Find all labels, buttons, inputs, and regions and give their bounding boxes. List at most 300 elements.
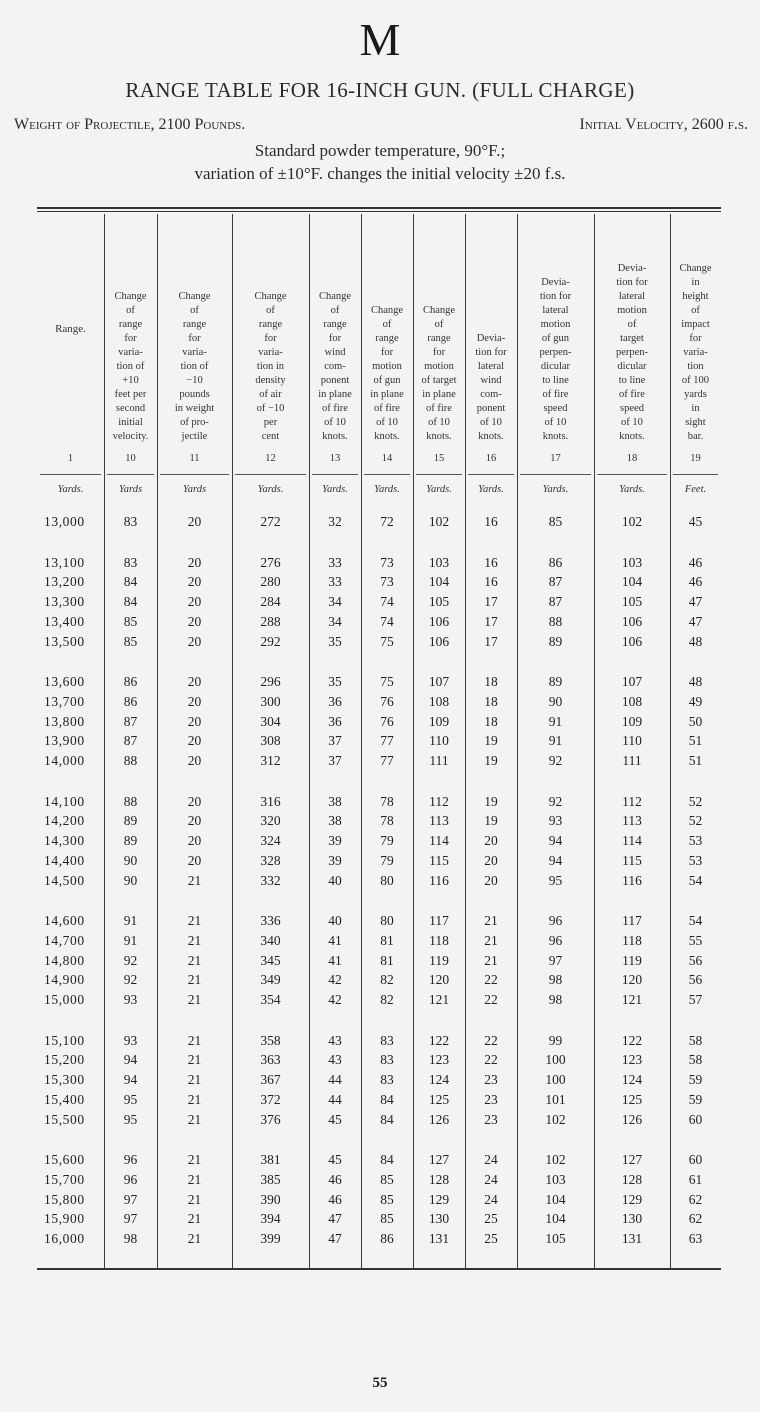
table-cell: 86 (548, 554, 563, 570)
table-cell: 19 (484, 733, 498, 749)
table-cell: 123 (621, 1052, 643, 1068)
table-cell: 113 (429, 813, 449, 829)
table-cell: 94 (123, 1052, 138, 1068)
table-cell: 37 (328, 733, 342, 749)
table-cell: 123 (428, 1052, 450, 1068)
table-cell: 110 (429, 733, 449, 749)
table-cell: 296 (260, 674, 281, 690)
table-cell: 72 (380, 514, 394, 529)
column-header-text: Change of range for varia- tion in density of air of −10 per cent (254, 291, 287, 442)
table-cell: 90 (123, 852, 138, 868)
column-number-rule (235, 474, 306, 475)
table-cell: 73 (380, 574, 394, 590)
table-cell: 23 (484, 1111, 498, 1127)
column-header (594, 214, 670, 444)
range-value: 13,200 (44, 574, 85, 590)
page-number: 55 (372, 1375, 388, 1391)
table-cell: 42 (328, 972, 342, 988)
table-cell: 20 (187, 793, 202, 809)
projectile-weight: Weight of Projectile, 2100 Pounds. (14, 116, 246, 133)
table-top-rule (37, 207, 721, 209)
table-cell: 60 (688, 1111, 703, 1127)
table-cell: 103 (428, 554, 450, 570)
table-cell: 107 (621, 674, 643, 690)
table-cell: 21 (484, 952, 498, 968)
table-cell: 85 (380, 1171, 394, 1187)
table-cell: 80 (380, 872, 394, 888)
table-cell: 284 (260, 594, 281, 610)
table-cell: 20 (484, 833, 498, 849)
table-cell: 354 (260, 992, 281, 1007)
column-header (104, 214, 157, 444)
range-value: 13,700 (44, 693, 85, 709)
table-cell: 288 (260, 613, 281, 629)
table-cell: 35 (328, 674, 342, 690)
variation-note: variation of ±10°F. changes the initial velocity ±20 f.s. (194, 164, 566, 183)
column-number-rule (107, 474, 154, 475)
table-top-rule-inner (37, 211, 721, 212)
table-cell: 345 (260, 952, 281, 968)
column-unit: Yards. (542, 484, 569, 495)
table-cell: 91 (123, 932, 138, 948)
table-cell: 44 (328, 1072, 342, 1088)
range-value: 13,300 (44, 594, 85, 610)
table-cell: 52 (688, 793, 703, 809)
column-number: 19 (690, 453, 701, 464)
table-cell: 89 (123, 833, 138, 849)
table-cell: 118 (429, 932, 449, 948)
table-cell: 125 (621, 1091, 643, 1107)
column-number-rule (364, 474, 410, 475)
column-unit: Yards. (426, 484, 452, 495)
table-cell: 21 (187, 872, 202, 888)
table-cell: 21 (484, 932, 498, 948)
table-cell: 17 (484, 594, 498, 610)
table-cell: 112 (429, 793, 449, 809)
table-cell: 126 (428, 1111, 450, 1127)
table-cell: 381 (260, 1152, 281, 1168)
table-cell: 80 (380, 913, 394, 929)
table-cell: 115 (622, 852, 642, 868)
column-header (361, 214, 413, 444)
table-cell: 34 (328, 594, 342, 610)
table-cell: 20 (187, 733, 202, 749)
table-cell: 83 (123, 554, 138, 570)
table-cell: 376 (260, 1111, 281, 1127)
table-cell: 119 (622, 952, 642, 968)
table-cell: 340 (260, 932, 281, 948)
table-cell: 111 (622, 753, 642, 768)
table-cell: 102 (545, 1152, 566, 1168)
table-cell: 122 (621, 1032, 643, 1048)
table-cell: 18 (484, 693, 498, 709)
table-title: RANGE TABLE FOR 16-INCH GUN. (FULL CHARGE) (125, 78, 635, 102)
table-cell: 78 (380, 793, 394, 809)
table-cell: 78 (380, 813, 394, 829)
table-cell: 104 (545, 1211, 566, 1227)
column-header (670, 214, 721, 444)
table-cell: 36 (328, 713, 342, 729)
table-cell: 87 (123, 713, 138, 729)
table-cell: 90 (548, 693, 563, 709)
table-cell: 45 (688, 514, 703, 529)
table-cell: 385 (260, 1171, 281, 1187)
table-cell: 63 (688, 1231, 703, 1246)
table-cell: 308 (260, 733, 281, 749)
column-header-text: Change in height of impact for varia- tion of 100 yards in sight bar. (679, 263, 712, 442)
table-cell: 118 (622, 932, 642, 948)
table-cell: 363 (260, 1052, 281, 1068)
table-cell: 93 (123, 1032, 138, 1048)
range-value: 15,800 (44, 1191, 85, 1207)
table-cell: 56 (688, 952, 703, 968)
column-unit: Yards. (478, 484, 504, 495)
table-cell: 110 (622, 733, 642, 749)
column-header-text: Change of range for varia- tion of −10 pounds in weight of pro- jectile (174, 291, 215, 442)
table-cell: 22 (484, 1052, 498, 1068)
table-cell: 85 (548, 514, 563, 529)
table-cell: 58 (688, 1032, 703, 1048)
table-cell: 103 (621, 554, 643, 570)
table-cell: 42 (328, 992, 342, 1007)
table-cell: 102 (428, 514, 450, 529)
column-header (37, 214, 104, 444)
column-unit: Yards. (57, 484, 84, 495)
range-value: 15,400 (44, 1091, 85, 1107)
table-cell: 372 (260, 1091, 281, 1107)
column-number: 14 (381, 453, 393, 464)
table-cell: 51 (688, 733, 703, 749)
table-cell: 86 (380, 1231, 394, 1246)
table-cell: 45 (328, 1111, 342, 1127)
range-value: 15,600 (44, 1152, 85, 1168)
table-cell: 20 (187, 753, 202, 768)
table-cell: 54 (688, 913, 703, 929)
column-number: 16 (485, 453, 497, 464)
table-cell: 84 (123, 574, 138, 590)
table-cell: 33 (328, 574, 342, 590)
table-cell: 131 (621, 1231, 643, 1246)
table-cell: 94 (123, 1072, 138, 1088)
table-cell: 84 (123, 594, 138, 610)
table-cell: 328 (260, 852, 281, 868)
column-number: 17 (550, 453, 561, 464)
table-cell: 21 (187, 972, 202, 988)
table-cell: 19 (484, 793, 498, 809)
column-number-rule (597, 474, 667, 475)
table-cell: 19 (484, 813, 498, 829)
table-cell: 20 (187, 594, 202, 610)
table-cell: 20 (187, 633, 202, 649)
table-cell: 39 (328, 852, 342, 868)
column-header-text: Change of range for varia- tion of +10 feet per second initial velocity. (112, 291, 149, 442)
table-cell: 35 (328, 633, 342, 649)
table-cell: 111 (429, 753, 449, 768)
table-cell: 85 (123, 633, 138, 649)
table-cell: 114 (429, 833, 449, 849)
table-cell: 20 (187, 693, 202, 709)
range-value: 13,400 (44, 613, 85, 629)
table-cell: 88 (123, 793, 138, 809)
table-cell: 90 (123, 872, 138, 888)
table-cell: 21 (484, 913, 498, 929)
table-cell: 98 (123, 1231, 138, 1246)
table-cell: 24 (484, 1171, 498, 1187)
table-cell: 41 (328, 952, 342, 968)
table-cell: 130 (428, 1211, 450, 1227)
table-cell: 122 (428, 1032, 450, 1048)
table-cell: 86 (123, 693, 138, 709)
column-number-rule (160, 474, 229, 475)
table-cell: 83 (380, 1052, 394, 1068)
column-number-rule (40, 474, 101, 475)
table-cell: 16 (484, 514, 498, 529)
range-value: 13,100 (44, 554, 85, 570)
table-cell: 106 (428, 613, 450, 629)
table-cell: 21 (187, 1072, 202, 1088)
table-cell: 47 (328, 1231, 342, 1246)
column-number: 1 (67, 453, 74, 464)
table-cell: 117 (622, 913, 642, 929)
table-cell: 129 (428, 1191, 450, 1207)
table-cell: 48 (688, 674, 703, 690)
table-cell: 106 (428, 633, 450, 649)
column-header-text: Change of range for motion of target in plane of fire of 10 knots. (421, 305, 457, 442)
table-cell: 77 (380, 733, 394, 749)
table-cell: 95 (123, 1111, 138, 1127)
table-cell: 115 (429, 852, 449, 868)
table-cell: 48 (688, 633, 703, 649)
table-cell: 85 (380, 1191, 394, 1207)
table-cell: 84 (380, 1111, 394, 1127)
table-cell: 21 (187, 1171, 202, 1187)
column-number: 15 (433, 453, 445, 464)
table-cell: 95 (123, 1091, 138, 1107)
column-number-rule (312, 474, 358, 475)
range-value: 13,600 (44, 674, 85, 690)
range-value: 15,500 (44, 1111, 85, 1127)
table-cell: 20 (187, 554, 202, 570)
table-cell: 20 (187, 613, 202, 629)
table-cell: 84 (380, 1152, 394, 1168)
table-cell: 97 (548, 952, 563, 968)
table-cell: 62 (688, 1191, 703, 1207)
table-cell: 320 (260, 813, 281, 829)
range-value: 14,400 (44, 852, 85, 868)
table-cell: 34 (328, 613, 342, 629)
table-cell: 120 (621, 972, 643, 988)
range-value: 13,800 (44, 713, 85, 729)
table-cell: 17 (484, 633, 498, 649)
table-cell: 24 (484, 1152, 498, 1168)
table-cell: 316 (260, 793, 281, 809)
table-cell: 312 (260, 753, 281, 768)
table-cell: 84 (380, 1091, 394, 1107)
table-cell: 52 (688, 813, 703, 829)
table-cell: 73 (380, 554, 394, 570)
table-cell: 74 (380, 594, 394, 610)
table-cell: 79 (380, 852, 394, 868)
table-cell: 22 (484, 1032, 498, 1048)
column-header (309, 214, 361, 444)
table-cell: 87 (548, 574, 563, 590)
table-cell: 129 (621, 1191, 643, 1207)
table-cell: 109 (428, 713, 450, 729)
table-cell: 116 (622, 872, 642, 888)
table-cell: 106 (621, 633, 643, 649)
table-cell: 20 (484, 872, 498, 888)
table-cell: 96 (123, 1171, 138, 1187)
table-cell: 32 (328, 514, 342, 529)
table-cell: 17 (484, 613, 498, 629)
table-cell: 91 (123, 913, 138, 929)
table-cell: 113 (622, 813, 642, 829)
table-cell: 108 (428, 693, 450, 709)
range-value: 14,600 (44, 913, 85, 929)
table-cell: 300 (260, 693, 281, 709)
table-cell: 46 (328, 1171, 342, 1187)
table-cell: 94 (548, 833, 563, 849)
table-cell: 21 (187, 1211, 202, 1227)
table-cell: 62 (688, 1211, 703, 1227)
table-cell: 127 (428, 1152, 450, 1168)
table-bottom-rule (37, 1268, 721, 1270)
table-cell: 112 (622, 793, 642, 809)
table-cell: 121 (621, 992, 643, 1007)
table-cell: 55 (688, 932, 703, 948)
column-unit: Yards. (619, 484, 645, 495)
column-header-text: Devia- tion for lateral wind com- ponent of 10 knots. (475, 333, 507, 442)
table-cell: 131 (428, 1231, 450, 1246)
table-cell: 105 (545, 1231, 566, 1246)
table-cell: 20 (187, 852, 202, 868)
table-cell: 86 (123, 674, 138, 690)
table-cell: 124 (621, 1072, 643, 1088)
table-cell: 49 (688, 693, 703, 709)
table-cell: 83 (380, 1032, 394, 1048)
table-cell: 81 (380, 952, 394, 968)
table-cell: 358 (260, 1032, 281, 1048)
column-header-text: Range. (55, 323, 86, 335)
table-cell: 98 (548, 992, 563, 1007)
table-cell: 33 (328, 554, 342, 570)
table-cell: 18 (484, 713, 498, 729)
table-cell: 40 (328, 872, 342, 888)
range-value: 13,000 (44, 514, 85, 529)
table-cell: 367 (260, 1072, 281, 1088)
table-cell: 119 (429, 952, 449, 968)
range-value: 15,100 (44, 1032, 85, 1048)
table-cell: 116 (429, 872, 449, 888)
table-cell: 108 (621, 693, 643, 709)
table-cell: 121 (428, 992, 450, 1007)
table-cell: 89 (123, 813, 138, 829)
table-cell: 88 (123, 753, 138, 768)
table-cell: 124 (428, 1072, 450, 1088)
table-cell: 107 (428, 674, 450, 690)
table-cell: 104 (545, 1191, 566, 1207)
table-cell: 98 (548, 972, 563, 988)
table-cell: 91 (548, 713, 563, 729)
column-header-text: Devia- tion for lateral motion of target perpen- dicular to line of fire speed of 10 knots. (615, 263, 649, 442)
range-value: 15,700 (44, 1171, 85, 1187)
column-unit: Yards. (322, 484, 348, 495)
table-cell: 22 (484, 992, 498, 1007)
table-cell: 47 (688, 613, 703, 629)
table-cell: 20 (187, 813, 202, 829)
table-cell: 394 (260, 1211, 281, 1227)
table-cell: 46 (688, 574, 703, 590)
table-cell: 21 (187, 1191, 202, 1207)
range-value: 16,000 (44, 1231, 85, 1246)
table-cell: 105 (621, 594, 643, 610)
table-cell: 109 (621, 713, 643, 729)
range-value: 14,900 (44, 972, 85, 988)
table-cell: 60 (688, 1152, 703, 1168)
table-cell: 89 (548, 674, 563, 690)
table-cell: 94 (548, 852, 563, 868)
table-cell: 54 (688, 872, 703, 888)
table-cell: 96 (548, 913, 563, 929)
column-unit: Yards. (257, 484, 284, 495)
table-cell: 20 (187, 514, 202, 529)
column-header-text: Change of range for wind com- ponent in plane of fire of 10 knots. (318, 291, 352, 442)
table-cell: 97 (123, 1191, 138, 1207)
table-cell: 93 (123, 992, 138, 1007)
table-cell: 39 (328, 833, 342, 849)
table-cell: 96 (548, 932, 563, 948)
table-cell: 59 (688, 1072, 703, 1088)
range-value: 14,800 (44, 952, 85, 968)
table-cell: 21 (187, 992, 202, 1007)
table-cell: 44 (328, 1091, 342, 1107)
column-number: 10 (125, 453, 136, 464)
table-cell: 97 (123, 1211, 138, 1227)
table-cell: 82 (380, 972, 394, 988)
table-cell: 36 (328, 693, 342, 709)
table-cell: 88 (548, 613, 563, 629)
table-cell: 101 (545, 1091, 566, 1107)
table-cell: 50 (688, 713, 703, 729)
table-cell: 280 (260, 574, 281, 590)
table-cell: 24 (484, 1191, 498, 1207)
table-cell: 37 (328, 753, 342, 768)
table-cell: 46 (688, 554, 703, 570)
table-cell: 21 (187, 1052, 202, 1068)
table-cell: 91 (548, 733, 563, 749)
range-value: 13,900 (44, 733, 85, 749)
table-cell: 46 (328, 1191, 342, 1207)
table-cell: 272 (260, 514, 281, 529)
table-cell: 96 (123, 1152, 138, 1168)
range-value: 13,500 (44, 633, 85, 649)
column-number-rule (468, 474, 514, 475)
column-number-rule (520, 474, 591, 475)
table-cell: 38 (328, 793, 342, 809)
table-cell: 95 (548, 872, 563, 888)
table-cell: 19 (484, 753, 498, 768)
table-cell: 23 (484, 1091, 498, 1107)
table-cell: 22 (484, 972, 498, 988)
table-cell: 87 (548, 594, 563, 610)
column-unit: Feet. (684, 484, 707, 495)
table-cell: 104 (428, 574, 450, 590)
table-cell: 332 (260, 872, 281, 888)
table-cell: 56 (688, 972, 703, 988)
column-number: 18 (626, 453, 638, 464)
table-cell: 126 (621, 1111, 643, 1127)
column-header (157, 214, 232, 444)
